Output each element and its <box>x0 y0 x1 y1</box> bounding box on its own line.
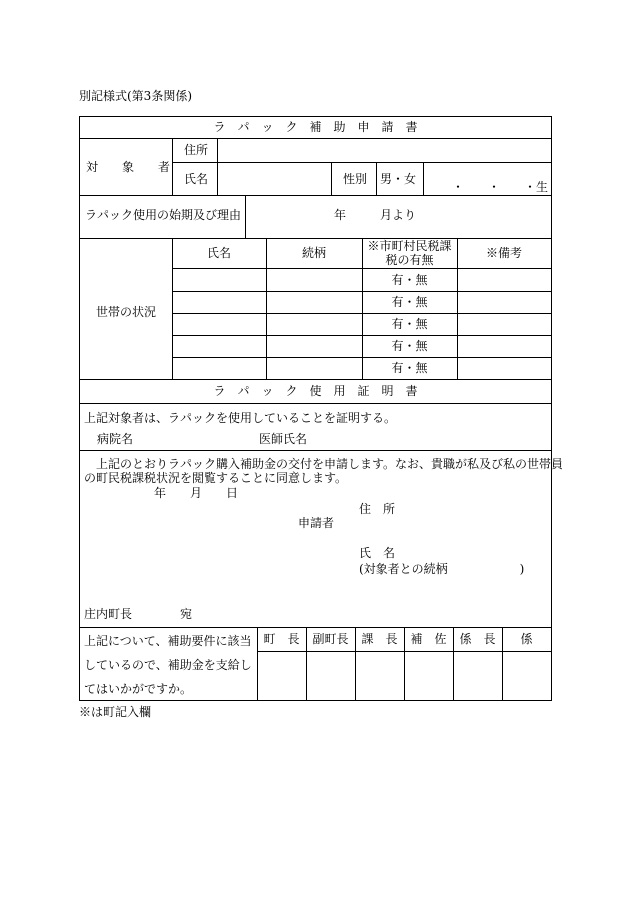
approval-column-deputy-mayor: 副町長 <box>312 632 349 646</box>
stamp-box-section-chief[interactable] <box>356 652 403 699</box>
household-header-relation: 続柄 <box>301 246 326 260</box>
household-header-remarks: ※備考 <box>485 246 522 260</box>
stamp-box-staff[interactable] <box>503 652 550 699</box>
household-header-name: 氏名 <box>206 246 231 260</box>
household-row-tax[interactable]: 有・無 <box>391 317 428 331</box>
name-label: 氏名 <box>184 172 209 186</box>
approval-column-assistant: 補 佐 <box>410 632 447 646</box>
approval-column-unit-chief: 係 長 <box>459 632 496 646</box>
request-text-line1: 上記のとおりラパック購入補助金の交付を申請します。なお、貴職が私及び私の世帯員 <box>96 457 564 471</box>
start-month-label: 月より <box>380 208 417 222</box>
hospital-label: 病院名 <box>97 432 134 446</box>
start-reason-label: ラパック使用の始期及び理由 <box>85 208 242 222</box>
applicant-label: 申請者 <box>298 516 335 530</box>
certificate-title: ラ パ ッ ク 使 用 証 明 書 <box>213 384 418 398</box>
household-row-tax[interactable]: 有・無 <box>391 361 428 375</box>
approval-column-mayor: 町 長 <box>263 632 300 646</box>
approval-note-line1: 上記について、補助要件に該当 <box>84 634 252 648</box>
stamp-box-deputy-mayor[interactable] <box>307 652 354 699</box>
household-label: 世帯の状況 <box>96 305 157 319</box>
footer-note: ※は町記入欄 <box>79 705 152 719</box>
approval-note-line3: てはいかがですか。 <box>84 682 193 696</box>
sex-label: 性別 <box>343 172 368 186</box>
approval-column-section-chief: 課 長 <box>361 632 398 646</box>
applicant-relation-note: (対象者との続柄 ) <box>359 562 525 576</box>
household-header-tax-line1: ※市町村民税課 <box>367 239 452 253</box>
approval-note-line2: しているので、補助金を支給し <box>84 658 252 672</box>
subject-label: 対 象 者 <box>86 160 171 174</box>
address-label: 住所 <box>184 143 209 157</box>
certificate-statement: 上記対象者は、ラパックを使用していることを証明する。 <box>84 411 397 425</box>
request-text-line2: の町民税課税状況を閲覧することに同意します。 <box>84 471 348 485</box>
addressee: 庄内町長 宛 <box>84 607 193 621</box>
household-header-tax-line2: 税の有無 <box>385 253 434 267</box>
name-field[interactable] <box>220 164 329 194</box>
sex-options[interactable]: 男・女 <box>380 172 417 186</box>
birth-date-field[interactable]: ・ ・ ・生 <box>452 180 549 194</box>
stamp-box-unit-chief[interactable] <box>454 652 501 699</box>
household-row-tax[interactable]: 有・無 <box>391 295 428 309</box>
start-year-label: 年 <box>334 208 347 222</box>
approval-column-staff: 係 <box>520 632 533 646</box>
doctor-label: 医師氏名 <box>259 432 308 446</box>
stamp-box-mayor[interactable] <box>258 652 305 699</box>
form-reference: 別記様式(第3条関係) <box>79 89 192 103</box>
household-row-tax[interactable]: 有・無 <box>391 273 428 287</box>
applicant-address-label: 住 所 <box>359 502 396 516</box>
address-field[interactable] <box>220 140 550 160</box>
request-date[interactable]: 年 月 日 <box>154 486 239 500</box>
stamp-box-assistant[interactable] <box>405 652 452 699</box>
applicant-name-label: 氏 名 <box>359 546 396 560</box>
application-title: ラ パ ッ ク 補 助 申 請 書 <box>213 120 418 134</box>
household-row-tax[interactable]: 有・無 <box>391 339 428 353</box>
